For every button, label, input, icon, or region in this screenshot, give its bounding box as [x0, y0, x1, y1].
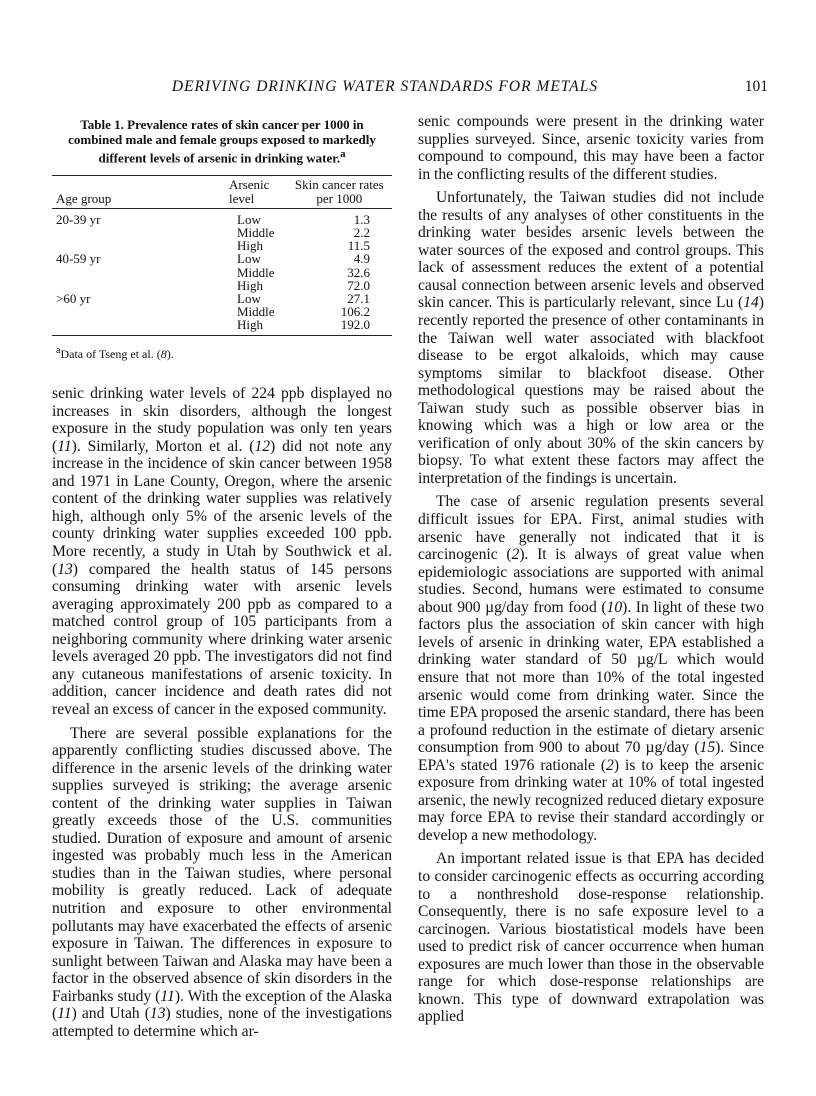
text-run: senic drinking water levels of 224 ppb displayed no increases in skin disorders, although the longest exposure in the study population was only ten years (: [52, 385, 392, 455]
table-row: [52, 279, 392, 292]
cell-age: >60 yr: [56, 290, 91, 306]
text-run: There are several possible explanations for the apparently conflicting studies discussed above. The difference in the arsenic levels of the drinking water supplies surveyed is striking; the average arsenic content of the drinking water supplies in Taiwan greatly exceeds those of the U.S. communities studied. Duration of exposure and amount of arsenic ingested was probably much less in the American studies than in the Taiwan studies, where personal mobility is greatly reduced. Lack of adequate nutrition and exposure to other environmental pollutants may have exacerbated the effects of arsenic exposure in Taiwan. The differences in exposure to sunlight between Taiwan and Alaska may have been a factor in the observed absence of skin disorders in the Fairbanks study (: [52, 724, 392, 1005]
text-run: ). With the exception of the Alaska (: [52, 987, 392, 1023]
citation-ref: 11: [57, 1005, 72, 1023]
text-run: ). Similarly, Morton et al. (: [71, 437, 255, 455]
table-row: [52, 239, 392, 252]
cell-age: [52, 279, 137, 292]
citation-ref: 13: [149, 1005, 166, 1023]
table-header-row: [52, 176, 392, 208]
text-run: An important related issue is that EPA has decided to consider carcinogenic effects as occurring according to a nonthreshold dose-response relationship. Consequently, there is no safe exposure level to a carcinogen. Various biostatistical models have been used to predict risk of cancer occurrence when human exposures are much lower than those in the observable range for which dose-response relationships are known. This type of downward extrapolation was applied: [418, 850, 764, 1026]
cell-age: 20-39 yr: [56, 211, 101, 227]
citation-ref: 14: [743, 294, 759, 312]
table-row: [52, 252, 392, 265]
paragraph: [418, 113, 764, 183]
cell-age: [52, 226, 137, 239]
cell-arsenic-level: Low: [237, 211, 261, 227]
cell-rate: 192.0: [340, 317, 370, 333]
cell-arsenic-level: Low: [237, 290, 261, 306]
citation-ref: 2: [606, 756, 614, 774]
cell-rate: 4.9: [353, 251, 370, 267]
cell-age: [52, 318, 137, 335]
cell-rate: 32.6: [347, 264, 370, 280]
cell-arsenic-level: Middle: [237, 304, 275, 320]
cell-age: [52, 305, 137, 318]
cell-age: 40-59 yr: [56, 251, 101, 267]
citation-ref: 13: [57, 560, 73, 578]
paragraph: [418, 189, 764, 487]
table-footnote: [56, 342, 392, 364]
cell-rate: 2.2: [353, 224, 370, 240]
paragraph: [52, 725, 392, 1041]
table-caption: [58, 117, 386, 165]
right-text: [418, 113, 764, 1026]
citation-ref: 12: [254, 437, 271, 455]
citation-ref: 11: [57, 437, 72, 455]
cell-rate: 1.3: [353, 211, 370, 227]
table-caption-text: Table 1. Prevalence rates of skin cancer per 1000 in combined male and female groups exposed to markedly different levels of arsenic in drinking water.: [68, 117, 376, 166]
table-row: [52, 318, 392, 335]
table-row: [52, 226, 392, 239]
paragraph: [52, 385, 392, 718]
text-run: Unfortunately, the Taiwan studies did not include the results of any analyses of other constituents in the drinking water besides arsenic levels between the water sources of the exposed and control groups. This lack of assessment reduces the extent of a potential causal connection between arsenic levels and observed skin cancer. This is particularly relevant, since Lu (: [418, 189, 764, 312]
text-run: ). In light of these two factors plus the association of skin cancer with high levels of arsenic in drinking water, EPA established a drinking water standard of 50 µg/L which would ensure that not more than 10% of the total ingested arsenic would come from drinking water. Since the time EPA proposed the arsenic standard, there has been a profound reduction in the estimate of dietary arsenic consumption from 900 to about 70 µg/day (: [418, 598, 764, 757]
col-header-level: Arsenic level: [229, 177, 270, 206]
page-number: 101: [744, 78, 768, 95]
text-run: ). It is always of great value when epidemiologic associations are supported with animal studies. Second, humans were estimated to consume about 900 µg/day from food (: [418, 546, 764, 616]
page-header: [52, 78, 768, 104]
col-header-rate: Skin cancer rates per 1000: [294, 177, 384, 206]
cell-rate: 106.2: [340, 304, 370, 320]
text-run: ) and Utah (: [71, 1005, 150, 1023]
running-title: DERIVING DRINKING WATER STANDARDS FOR METALS: [171, 78, 599, 95]
table-block: [52, 117, 392, 363]
cell-age: [52, 266, 137, 279]
skin-cancer-table: [52, 175, 392, 335]
table-caption-mark: a: [340, 148, 346, 160]
text-run: ) compared the health status of 145 persons consuming drinking water with arsenic levels averaging approximately 200 ppb as compared to a matched control group of 105 participants from a neighboring community where drinking water arsenic levels averaged 20 ppb. The investigators did not find any cutaneous manifestations of arsenic toxicity. In addition, cancer incidence and death rates did not reveal an excess of cancer in the exposed community.: [52, 560, 392, 718]
cell-arsenic-level: High: [237, 317, 263, 333]
cell-arsenic-level: High: [237, 277, 263, 293]
text-run: ) did not note any increase in the incidence of skin cancer between 1958 and 1971 in Lane County, Oregon, where the arsenic content of the drinking water supplies was relatively high, although only 5% of the arsenic levels of the county drinking water supplies exceeded 100 ppb. More recently, a study in Utah by Southwick et al. (: [52, 437, 392, 578]
footnote-text: Data of Tseng et al. (: [60, 346, 161, 361]
citation-ref: 2: [511, 546, 520, 564]
cell-rate: 11.5: [347, 238, 370, 254]
text-run: ) studies, none of the investigations attempted to determine which ar-: [52, 1005, 392, 1040]
text-run: ) recently reported the presence of other contaminants in the Taiwan well water associated with blackfoot disease to be ergot alkaloids, which may cause symptoms similar to blackfoot disease. Other methodological questions may be raised about the Taiwan study such as possible observer bias in knowing which was a high or low area or the verification of only about 30% of the skin cancers by biopsy. To what extent these factors may affect the interpretation of the findings is uncertain.: [418, 294, 764, 487]
footnote-ref: 8: [160, 346, 167, 361]
citation-ref: 11: [160, 987, 175, 1005]
right-column: [418, 113, 764, 1026]
cell-rate: 72.0: [347, 277, 370, 293]
cell-rate: 27.1: [347, 290, 370, 306]
cell-arsenic-level: High: [237, 238, 263, 254]
left-text: [52, 385, 392, 1040]
cell-arsenic-level: Middle: [237, 224, 275, 240]
text-run: ). Since EPA's stated 1976 rationale (: [418, 739, 764, 774]
footnote-end: ).: [166, 346, 174, 361]
paragraph: [418, 493, 764, 844]
paragraph: [418, 850, 764, 1025]
cell-arsenic-level: Low: [237, 251, 261, 267]
citation-ref: 15: [699, 739, 716, 757]
text-run: senic compounds were present in the drinking water supplies surveyed. Since, arsenic toxicity varies from compound to compound, this may have been a factor in the conflicting results of the different studies.: [418, 113, 764, 183]
table-row: [52, 266, 392, 279]
text-run: The case of arsenic regulation presents several difficult issues for EPA. First, animal studies with arsenic have generally not indicated that it is carcinogenic (: [418, 493, 764, 564]
footnote-mark: a: [56, 344, 61, 356]
text-run: ) is to keep the arsenic exposure from drinking water at 10% of total ingested arsenic, the newly recognized reduced dietary exposure may force EPA to revise their standard accordingly or develop a new methodology.: [418, 756, 764, 844]
citation-ref: 10: [606, 598, 623, 616]
cell-arsenic-level: Middle: [237, 264, 275, 280]
table-row: [52, 208, 392, 226]
left-column: [52, 113, 392, 1040]
table-body: [52, 208, 392, 335]
col-header-age: Age group: [56, 190, 112, 206]
